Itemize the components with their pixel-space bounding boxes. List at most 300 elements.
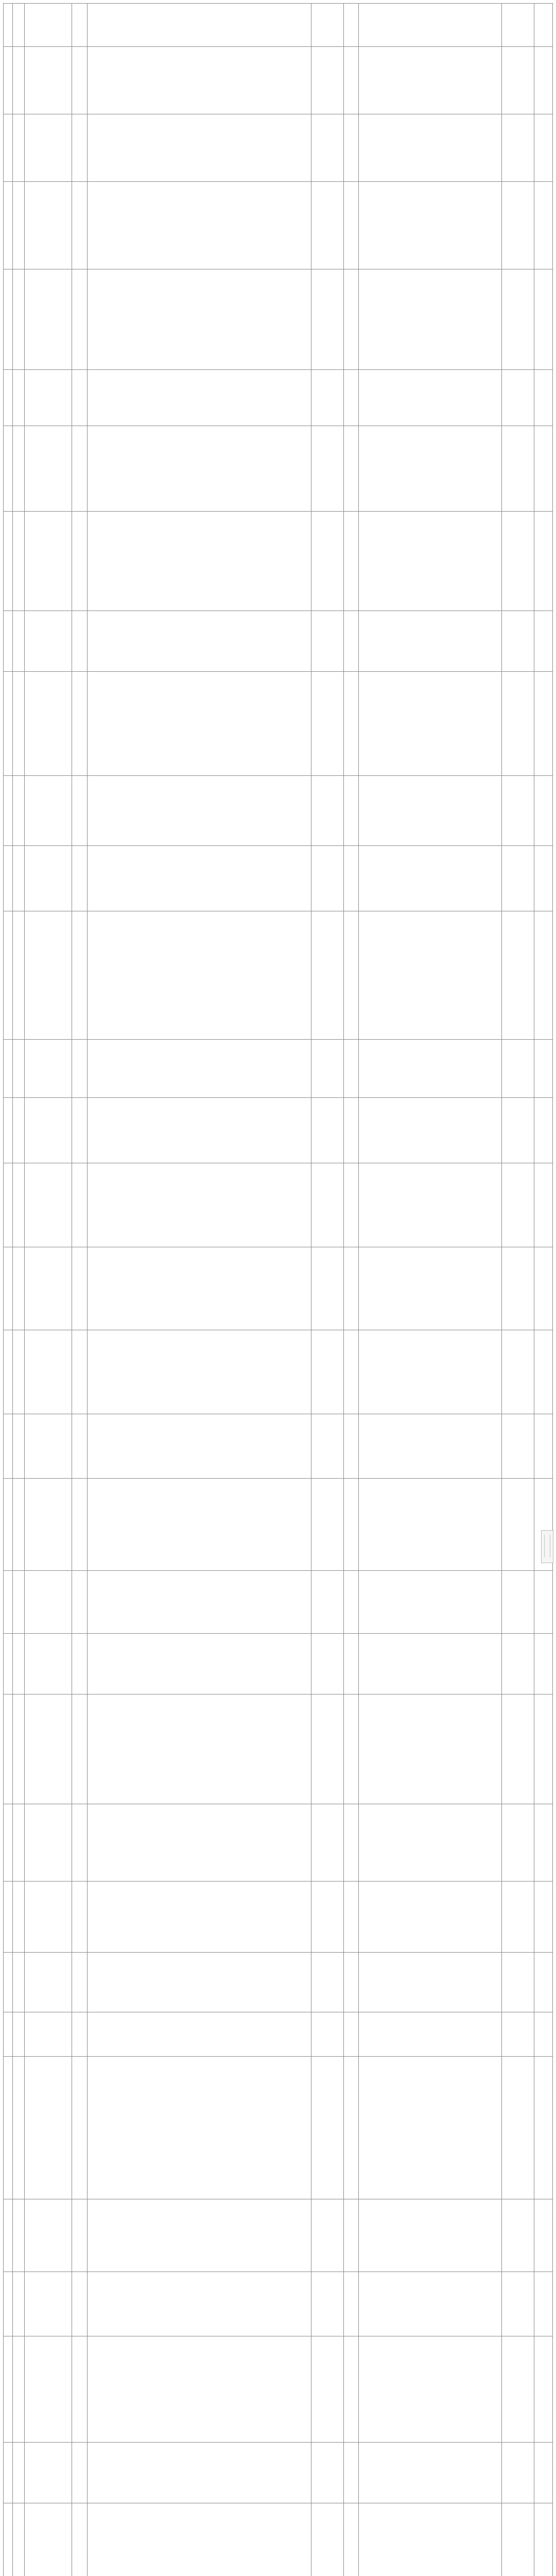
row-unit: [311, 1694, 343, 1804]
row-basis: [72, 2199, 87, 2272]
row-result: [502, 1694, 534, 1804]
row-unit: [311, 1953, 343, 2012]
row-number: [4, 2012, 13, 2057]
row-number: [4, 1247, 13, 1330]
table-row: [4, 512, 553, 611]
row-fact-text: [87, 2057, 311, 2199]
row-measures: [358, 114, 501, 182]
row-fact-text: [87, 269, 311, 370]
row-fact-text: [87, 426, 311, 512]
row-code: [12, 846, 24, 911]
row-note: [534, 1953, 553, 2012]
row-basis: [72, 1571, 87, 1634]
row-result: [502, 2443, 534, 2503]
row-measures: [358, 2199, 501, 2272]
row-code: [12, 2012, 24, 2057]
row-fact-text: [87, 776, 311, 846]
row-code: [12, 4, 24, 47]
row-measures: [358, 2012, 501, 2057]
row-result: [502, 2272, 534, 2336]
row-fact-text: [87, 1040, 311, 1098]
row-code: [12, 1882, 24, 1953]
row-item-name: [24, 2012, 72, 2057]
row-unit: [311, 370, 343, 426]
row-note: [534, 1163, 553, 1247]
row-result: [502, 426, 534, 512]
row-unit: [311, 846, 343, 911]
row-code: [12, 114, 24, 182]
row-result: [502, 1330, 534, 1414]
row-number: [4, 1804, 13, 1882]
row-note: [534, 2012, 553, 2057]
row-unit: [311, 1040, 343, 1098]
row-item-name: [24, 2443, 72, 2503]
row-unit: [311, 2057, 343, 2199]
row-measures: [358, 1571, 501, 1634]
row-measures: [358, 1953, 501, 2012]
row-number: [4, 611, 13, 672]
row-code: [12, 1098, 24, 1163]
row-state: [343, 2057, 358, 2199]
row-unit: [311, 2336, 343, 2443]
table-row: [4, 1634, 553, 1694]
row-unit: [311, 1330, 343, 1414]
row-measures: [358, 4, 501, 47]
row-item-name: [24, 1882, 72, 1953]
row-result: [502, 1953, 534, 2012]
table-row: [4, 4, 553, 47]
row-state: [343, 2336, 358, 2443]
row-unit: [311, 611, 343, 672]
row-number: [4, 1882, 13, 1953]
row-item-name: [24, 2336, 72, 2443]
table-row: [4, 370, 553, 426]
row-state: [343, 2443, 358, 2503]
row-unit: [311, 2272, 343, 2336]
table-row: [4, 2443, 553, 2503]
row-fact-text: [87, 114, 311, 182]
row-result: [502, 370, 534, 426]
row-item-name: [24, 611, 72, 672]
row-note: [534, 1694, 553, 1804]
row-fact-text: [87, 4, 311, 47]
table-row: [4, 1098, 553, 1163]
row-measures: [358, 47, 501, 114]
row-number: [4, 672, 13, 776]
row-result: [502, 2336, 534, 2443]
row-result: [502, 2199, 534, 2272]
row-basis: [72, 1804, 87, 1882]
row-basis: [72, 2336, 87, 2443]
row-note: [534, 611, 553, 672]
row-code: [12, 2336, 24, 2443]
row-measures: [358, 611, 501, 672]
row-fact-text: [87, 2336, 311, 2443]
row-basis: [72, 1163, 87, 1247]
row-measures: [358, 512, 501, 611]
row-unit: [311, 426, 343, 512]
row-note: [534, 47, 553, 114]
row-item-name: [24, 672, 72, 776]
row-item-name: [24, 426, 72, 512]
row-item-name: [24, 911, 72, 1040]
row-fact-text: [87, 370, 311, 426]
row-unit: [311, 114, 343, 182]
row-basis: [72, 1953, 87, 2012]
row-basis: [72, 1694, 87, 1804]
row-number: [4, 1040, 13, 1098]
row-code: [12, 1163, 24, 1247]
row-fact-text: [87, 1414, 311, 1479]
row-basis: [72, 2503, 87, 2576]
row-fact-text: [87, 182, 311, 269]
table-row: [4, 1330, 553, 1414]
row-item-name: [24, 1163, 72, 1247]
row-note: [534, 2272, 553, 2336]
row-basis: [72, 911, 87, 1040]
row-result: [502, 1040, 534, 1098]
row-measures: [358, 1040, 501, 1098]
row-unit: [311, 2443, 343, 2503]
row-result: [502, 611, 534, 672]
row-measures: [358, 182, 501, 269]
row-fact-text: [87, 1163, 311, 1247]
row-result: [502, 2057, 534, 2199]
table-row: [4, 1953, 553, 2012]
row-code: [12, 269, 24, 370]
row-measures: [358, 2503, 501, 2576]
row-measures: [358, 1804, 501, 1882]
row-state: [343, 776, 358, 846]
row-state: [343, 1330, 358, 1414]
row-result: [502, 1479, 534, 1571]
table-row: [4, 1040, 553, 1098]
row-number: [4, 846, 13, 911]
row-basis: [72, 47, 87, 114]
row-item-name: [24, 512, 72, 611]
row-state: [343, 2272, 358, 2336]
table-row: [4, 1804, 553, 1882]
row-code: [12, 1694, 24, 1804]
row-unit: [311, 2503, 343, 2576]
row-unit: [311, 776, 343, 846]
row-note: [534, 846, 553, 911]
row-result: [502, 1098, 534, 1163]
table-row: [4, 2272, 553, 2336]
row-note: [534, 370, 553, 426]
row-basis: [72, 4, 87, 47]
row-measures: [358, 269, 501, 370]
table-row: [4, 672, 553, 776]
row-unit: [311, 182, 343, 269]
row-note: [534, 1098, 553, 1163]
row-result: [502, 47, 534, 114]
row-state: [343, 1953, 358, 2012]
row-number: [4, 1098, 13, 1163]
row-item-name: [24, 1330, 72, 1414]
row-note: [534, 2057, 553, 2199]
row-basis: [72, 1098, 87, 1163]
row-code: [12, 1634, 24, 1694]
row-note: [534, 114, 553, 182]
table-row: [4, 1247, 553, 1330]
row-measures: [358, 911, 501, 1040]
row-code: [12, 611, 24, 672]
row-result: [502, 1882, 534, 1953]
row-fact-text: [87, 846, 311, 911]
row-basis: [72, 2443, 87, 2503]
table-row: [4, 182, 553, 269]
row-basis: [72, 2012, 87, 2057]
row-code: [12, 2443, 24, 2503]
row-number: [4, 426, 13, 512]
row-fact-text: [87, 1571, 311, 1634]
row-fact-text: [87, 1804, 311, 1882]
row-fact-text: [87, 1953, 311, 2012]
row-state: [343, 911, 358, 1040]
row-state: [343, 1634, 358, 1694]
row-item-name: [24, 2057, 72, 2199]
row-item-name: [24, 1040, 72, 1098]
row-note: [534, 1040, 553, 1098]
row-measures: [358, 1330, 501, 1414]
table-row: [4, 426, 553, 512]
row-unit: [311, 2012, 343, 2057]
row-note: [534, 4, 553, 47]
row-unit: [311, 512, 343, 611]
row-measures: [358, 672, 501, 776]
row-unit: [311, 911, 343, 1040]
row-note: [534, 672, 553, 776]
row-state: [343, 2199, 358, 2272]
row-fact-text: [87, 611, 311, 672]
row-item-name: [24, 4, 72, 47]
table-row: [4, 2012, 553, 2057]
row-unit: [311, 1163, 343, 1247]
row-result: [502, 1571, 534, 1634]
row-note: [534, 512, 553, 611]
seal-mark: [541, 1530, 553, 1563]
row-fact-text: [87, 2443, 311, 2503]
row-fact-text: [87, 1634, 311, 1694]
row-number: [4, 776, 13, 846]
row-item-name: [24, 47, 72, 114]
row-number: [4, 1953, 13, 2012]
row-basis: [72, 182, 87, 269]
row-number: [4, 2503, 13, 2576]
row-item-name: [24, 114, 72, 182]
row-measures: [358, 1694, 501, 1804]
row-code: [12, 1330, 24, 1414]
row-note: [534, 776, 553, 846]
row-item-name: [24, 2272, 72, 2336]
row-note: [534, 269, 553, 370]
row-state: [343, 1804, 358, 1882]
row-measures: [358, 426, 501, 512]
row-result: [502, 776, 534, 846]
row-fact-text: [87, 1694, 311, 1804]
row-measures: [358, 1247, 501, 1330]
row-fact-text: [87, 2272, 311, 2336]
row-note: [534, 1247, 553, 1330]
row-unit: [311, 1804, 343, 1882]
row-item-name: [24, 1247, 72, 1330]
row-item-name: [24, 1804, 72, 1882]
row-number: [4, 269, 13, 370]
row-basis: [72, 1414, 87, 1479]
row-measures: [358, 1634, 501, 1694]
table-row: [4, 1882, 553, 1953]
row-fact-text: [87, 2503, 311, 2576]
row-code: [12, 182, 24, 269]
row-measures: [358, 776, 501, 846]
table-row: [4, 776, 553, 846]
row-basis: [72, 1247, 87, 1330]
row-basis: [72, 672, 87, 776]
row-result: [502, 672, 534, 776]
row-number: [4, 911, 13, 1040]
row-basis: [72, 426, 87, 512]
row-state: [343, 1040, 358, 1098]
document-table: [3, 3, 553, 2576]
row-note: [534, 1330, 553, 1414]
row-note: [534, 2336, 553, 2443]
row-measures: [358, 2443, 501, 2503]
row-number: [4, 1163, 13, 1247]
row-basis: [72, 2057, 87, 2199]
row-code: [12, 47, 24, 114]
row-result: [502, 114, 534, 182]
row-note: [534, 1882, 553, 1953]
row-basis: [72, 776, 87, 846]
row-state: [343, 426, 358, 512]
row-note: [534, 1571, 553, 1634]
table-row: [4, 114, 553, 182]
row-unit: [311, 269, 343, 370]
row-result: [502, 2503, 534, 2576]
row-measures: [358, 1098, 501, 1163]
row-number: [4, 4, 13, 47]
row-state: [343, 1479, 358, 1571]
row-number: [4, 2057, 13, 2199]
row-code: [12, 1247, 24, 1330]
row-note: [534, 182, 553, 269]
row-number: [4, 1414, 13, 1479]
row-item-name: [24, 1571, 72, 1634]
row-fact-text: [87, 512, 311, 611]
row-code: [12, 2503, 24, 2576]
row-state: [343, 114, 358, 182]
table-row: [4, 1694, 553, 1804]
row-measures: [358, 846, 501, 911]
row-number: [4, 1571, 13, 1634]
row-result: [502, 1163, 534, 1247]
row-state: [343, 1098, 358, 1163]
row-basis: [72, 269, 87, 370]
row-number: [4, 1479, 13, 1571]
row-item-name: [24, 1098, 72, 1163]
row-code: [12, 1040, 24, 1098]
row-fact-text: [87, 1098, 311, 1163]
table-row: [4, 1414, 553, 1479]
row-result: [502, 1247, 534, 1330]
table-row: [4, 269, 553, 370]
row-measures: [358, 2272, 501, 2336]
table-row: [4, 2336, 553, 2443]
row-item-name: [24, 2199, 72, 2272]
row-basis: [72, 1882, 87, 1953]
row-basis: [72, 1330, 87, 1414]
row-number: [4, 1330, 13, 1414]
row-unit: [311, 2199, 343, 2272]
row-code: [12, 1414, 24, 1479]
row-basis: [72, 512, 87, 611]
row-number: [4, 182, 13, 269]
row-state: [343, 4, 358, 47]
row-item-name: [24, 2503, 72, 2576]
row-unit: [311, 1098, 343, 1163]
row-note: [534, 2199, 553, 2272]
row-number: [4, 2336, 13, 2443]
row-state: [343, 1571, 358, 1634]
row-measures: [358, 2057, 501, 2199]
row-number: [4, 1694, 13, 1804]
row-note: [534, 1414, 553, 1479]
row-number: [4, 2272, 13, 2336]
row-code: [12, 672, 24, 776]
row-code: [12, 370, 24, 426]
row-note: [534, 1804, 553, 1882]
row-measures: [358, 370, 501, 426]
row-state: [343, 1694, 358, 1804]
row-fact-text: [87, 2012, 311, 2057]
row-fact-text: [87, 47, 311, 114]
row-item-name: [24, 1634, 72, 1694]
row-basis: [72, 370, 87, 426]
table-row: [4, 846, 553, 911]
row-state: [343, 512, 358, 611]
row-fact-text: [87, 672, 311, 776]
row-number: [4, 114, 13, 182]
row-code: [12, 2057, 24, 2199]
row-fact-text: [87, 1247, 311, 1330]
row-unit: [311, 1571, 343, 1634]
row-item-name: [24, 269, 72, 370]
row-note: [534, 2503, 553, 2576]
row-measures: [358, 1163, 501, 1247]
row-note: [534, 911, 553, 1040]
row-unit: [311, 1634, 343, 1694]
row-state: [343, 1163, 358, 1247]
row-number: [4, 512, 13, 611]
row-item-name: [24, 1479, 72, 1571]
table-row: [4, 47, 553, 114]
row-unit: [311, 4, 343, 47]
table-row: [4, 911, 553, 1040]
row-result: [502, 2012, 534, 2057]
row-item-name: [24, 776, 72, 846]
row-code: [12, 1571, 24, 1634]
row-result: [502, 1634, 534, 1694]
row-basis: [72, 2272, 87, 2336]
row-code: [12, 426, 24, 512]
row-item-name: [24, 1414, 72, 1479]
row-basis: [72, 611, 87, 672]
row-number: [4, 1634, 13, 1694]
row-result: [502, 846, 534, 911]
table-row: [4, 1571, 553, 1634]
row-unit: [311, 1479, 343, 1571]
